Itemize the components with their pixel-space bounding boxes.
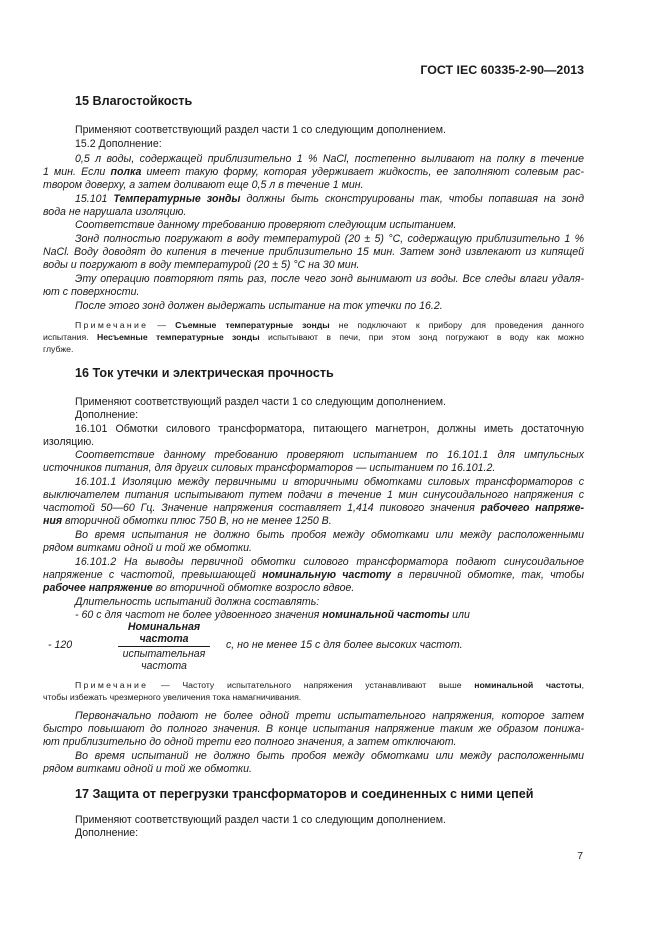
page-number: 7	[577, 851, 583, 862]
sec16-line: Во время испытания не должно быть пробоя между обмотками или между расположенными	[75, 529, 584, 541]
formula-denominator-line1: испытательная	[122, 648, 206, 660]
sec16-line: рабочее напряжение во вторичной обмотке возросло вдвое.	[43, 582, 355, 594]
sec16-line: Соответствие данному требованию проверяют испытанием по 16.101.1 для импульсных	[75, 449, 584, 461]
sec17-intro: Применяют соответствующий раздел части 1 со следующим дополнением.	[75, 814, 446, 826]
sec16-line: быстро повышают до полного значения. В конце испытания напряжение таким же образом понижа-	[43, 723, 584, 735]
sec16-line: ния вторичной обмотки плюс 750 В, но не менее 1250 В.	[43, 515, 332, 527]
section-17-title: 17 Защита от перегрузки трансформаторов и соединенных с ними цепей	[75, 787, 534, 801]
sec15-note: испытания. Несъемные температурные зонды испытывают в печи, при этом зонд погружают в воду как можно	[43, 332, 584, 342]
formula-numerator-line1: Номинальная	[127, 621, 201, 633]
sec15-line: 15.101 Температурные зонды должны быть сконструированы так, чтобы попавшая на зонд	[75, 193, 584, 205]
sec16-line: изоляцию.	[43, 436, 95, 448]
sec15-line: Зонд полностью погружают в воду температурой (20 ± 5) °С, содержащую приблизительно 1 %	[75, 233, 584, 245]
document-standard-number: ГОСТ IEC 60335-2-90—2013	[420, 63, 584, 77]
sec16-line: 16.101 Обмотки силового трансформатора, питающего магнетрон, должны иметь достаточную	[75, 423, 584, 435]
sec15-line: Соответствие данному требованию проверяют следующим испытанием.	[75, 219, 457, 231]
sec16-addition-label: Дополнение:	[75, 409, 139, 421]
sec16-note: Примечание — Частоту испытательного напряжения устанавливают выше номинальной частоты,	[75, 680, 584, 690]
sec15-line: NaCl. Воду доводят до кипения в течение приблизительно 15 мин. Затем зонд извлекают из кипящей	[43, 246, 584, 258]
sec16-line: рядом витками одной и той же обмотки.	[43, 763, 252, 775]
sec16-line: ют приблизительно до одной трети его полного значения, а затем отключают.	[43, 736, 457, 748]
section-16-title: 16 Ток утечки и электрическая прочность	[75, 366, 334, 380]
sec16-line: напряжение с частотой, превышающей номинальную частоту в первичной обмотке, так, чтобы	[43, 569, 584, 581]
sec15-line: воды и погружают в воду температурой (20 ± 5) °С на 30 мин.	[43, 259, 360, 271]
sec16-line: 16.101.2 На выводы первичной обмотки силового трансформатора подают синусоидальное	[75, 556, 584, 568]
sec15-addition-label: 15.2 Дополнение:	[75, 138, 162, 150]
sec16-line: Во время испытаний не должно быть пробоя между обмотками или между расположенными	[75, 750, 584, 762]
sec15-line: вода не нарушала изоляцию.	[43, 206, 187, 218]
sec16-line: рядом витками одной и той же обмотки.	[43, 542, 252, 554]
sec16-line: выключателем питания испытывают путем подачи в течение 1 мин синусоидального напряжения с	[43, 489, 584, 501]
formula-prefix: - 120	[48, 639, 73, 651]
section-15-title: 15 Влагостойкость	[75, 94, 193, 108]
sec15-intro: Применяют соответствующий раздел части 1 со следующим дополнением.	[75, 124, 446, 136]
sec15-line: 1 мин. Если полка имеет такую форму, которая удерживает жидкость, ее заполняют солевым рас-	[43, 166, 584, 178]
formula-denominator-line2: частота	[141, 660, 187, 672]
sec16-line: Первоначально подают не более одной трети испытательного напряжения, которое затем	[75, 710, 584, 722]
sec16-line: Длительность испытаний должна составлять:	[75, 596, 320, 608]
sec16-line: частотой 50—60 Гц. Значение напряжения составляет 1,414 пикового значения рабочего напряже-	[43, 502, 584, 514]
sec17-addition-label: Дополнение:	[75, 827, 139, 839]
sec16-line: 16.101.1 Изоляцию между первичными и вторичными обмотками силовых трансформаторов с	[75, 476, 584, 488]
sec15-line: твором доверху, а затем доливают еще 0,5 л в течение 1 мин.	[43, 179, 364, 191]
sec16-line: - 60 с для частот не более удвоенного значения номинальной частоты или	[75, 609, 470, 621]
sec15-line: Эту операцию повторяют пять раз, после чего зонд вынимают из воды. Все следы влаги удаля-	[75, 273, 584, 285]
sec15-line: После этого зонд должен выдержать испытание на ток утечки по 16.2.	[75, 300, 443, 312]
sec15-note: глубже.	[43, 344, 74, 354]
sec15-line: 0,5 л воды, содержащей приблизительно 1 % NaCl, постепенно выливают на полку в течение	[75, 153, 584, 165]
sec15-note: Примечание — Съемные температурные зонды не подключают к прибору для проведения данного	[75, 320, 584, 330]
formula-suffix: с, но не менее 15 с для более высоких частот.	[226, 639, 463, 651]
sec15-line: ют с поверхности.	[43, 286, 140, 298]
sec16-line: источников питания, для других силовых трансформаторов — испытанием по 16.101.2.	[43, 462, 496, 474]
formula-fraction-bar	[118, 646, 210, 647]
sec16-intro: Применяют соответствующий раздел части 1 со следующим дополнением.	[75, 396, 446, 408]
formula-numerator-line2: частота	[139, 633, 189, 645]
sec16-note: чтобы избежать чрезмерного увеличения тока намагничивания.	[43, 692, 302, 702]
